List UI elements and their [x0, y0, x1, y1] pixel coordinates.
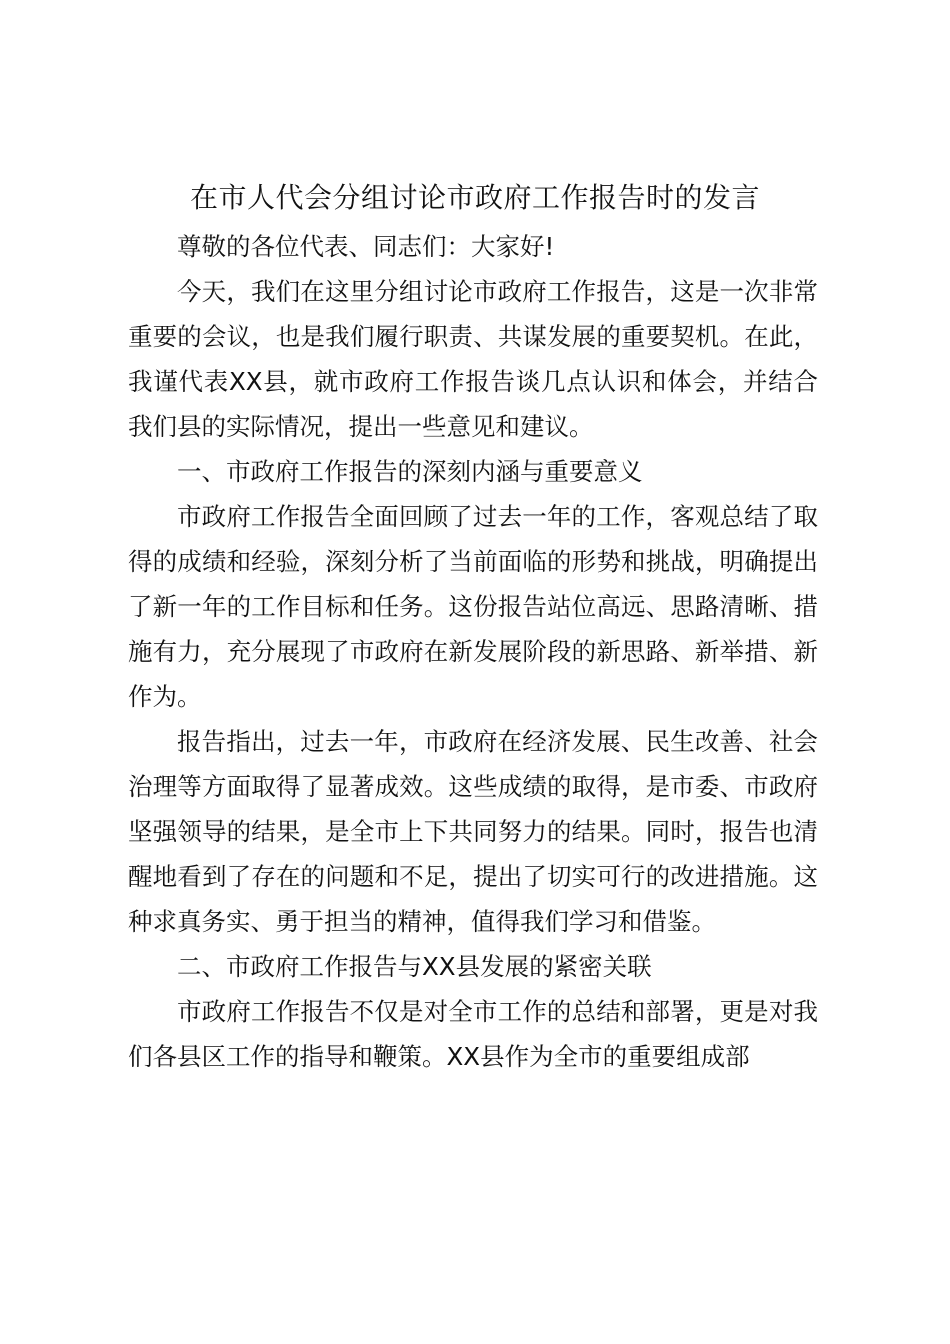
- document-body: [128, 224, 818, 1079]
- paragraph-section2-a: 市政府工作报告不仅是对全市工作的总结和部署，更是对我们各县区工作的指导和鞭策。XX县作为全市的重要组成部: [128, 997, 818, 1071]
- paragraph-section1-b: 报告指出，过去一年，市政府在经济发展、民生改善、社会治理等方面取得了显著成效。这些成绩的取得，是市委、市政府坚强领导的结果，是全市上下共同努力的结果。同时，报告也清醒地看到了存在的问题和不足，提出了切实可行的改进措施。这种求真务实、勇于担当的精神，值得我们学习和借鉴。: [128, 727, 818, 936]
- paragraph-intro: 今天，我们在这里分组讨论市政府工作报告，这是一次非常重要的会议，也是我们履行职责、共谋发展的重要契机。在此，我谨代表XX县，就市政府工作报告谈几点认识和体会，并结合我们县的实际情况，提出一些意见和建议。: [128, 277, 818, 441]
- document-title: 在市人代会分组讨论市政府工作报告时的发言: [189, 181, 760, 214]
- greeting-paragraph: 尊敬的各位代表、同志们：大家好!: [177, 232, 555, 261]
- section-heading-1: 一、市政府工作报告的深刻内涵与重要意义: [177, 457, 643, 486]
- paragraph-section1-a: 市政府工作报告全面回顾了过去一年的工作，客观总结了取得的成绩和经验，深刻分析了当前面临的形势和挑战，明确提出了新一年的工作目标和任务。这份报告站位高远、思路清晰、措施有力，充分展现了市政府在新发展阶段的新思路、新举措、新作为。: [128, 502, 818, 711]
- section-heading-2: 二、市政府工作报告与XX县发展的紧密关联: [177, 952, 652, 981]
